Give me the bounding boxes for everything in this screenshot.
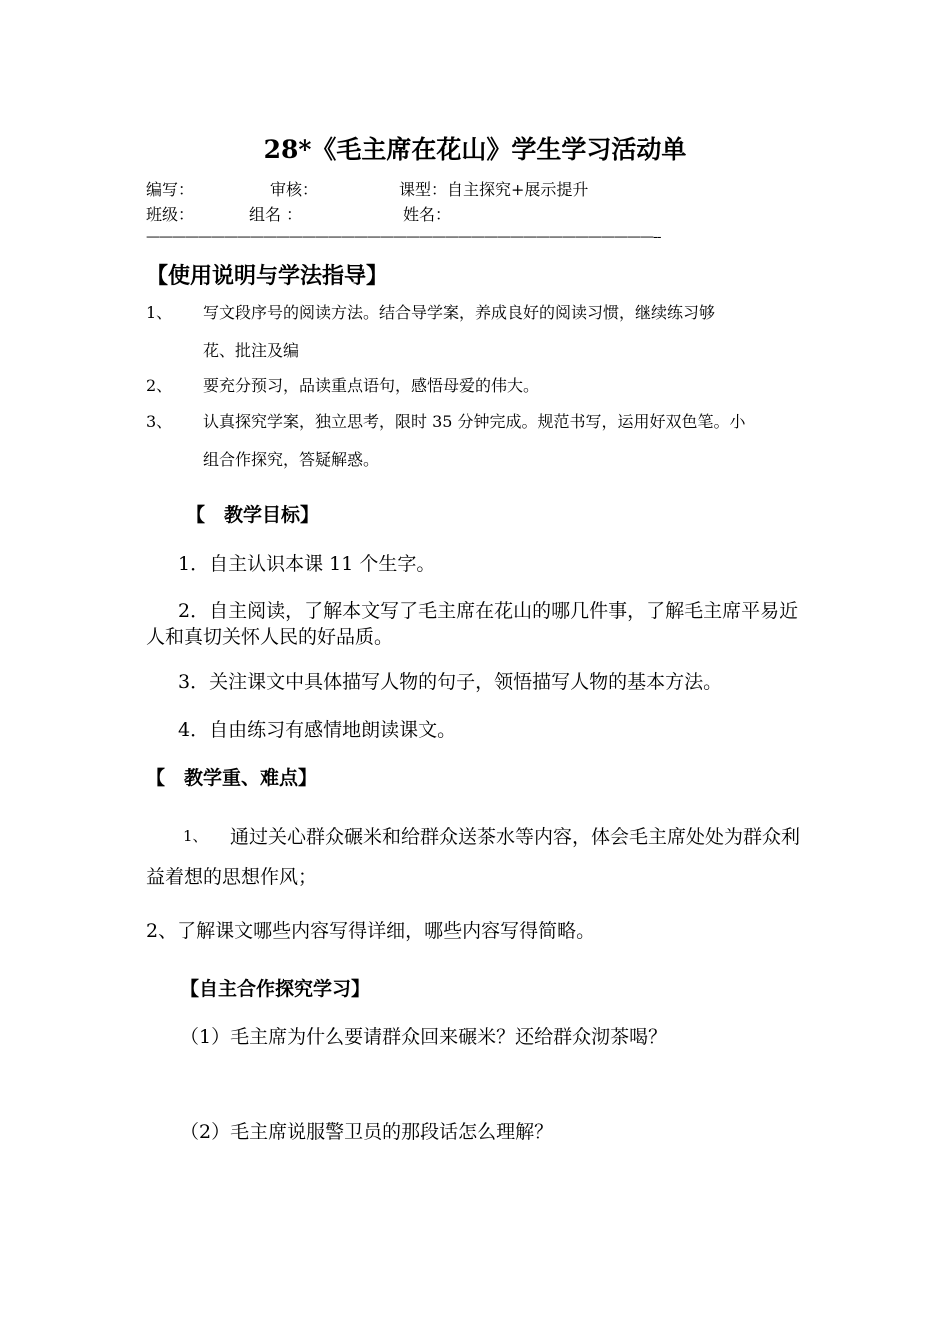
instruction-2-number: 2、 — [146, 376, 173, 395]
goal-2: 2．自主阅读，了解本文写了毛主席在花山的哪几件事，了解毛主席平易近人和真切关怀人民的好品质。 — [146, 600, 799, 648]
instruction-1-line2: 花、批注及编 — [203, 341, 300, 360]
lesson-type-label: 课型：自主探究+展示提升 — [399, 180, 589, 199]
instructions-heading: 【使用说明与学法指导】 — [146, 263, 389, 289]
goals-heading: 【 教学目标】 — [186, 504, 320, 526]
question-2: （2）毛主席说服警卫员的那段话怎么理解？ — [180, 1121, 554, 1143]
keypoints-heading: 【 教学重、难点】 — [146, 767, 318, 789]
goal-3: 3．关注课文中具体描写人物的句子，领悟描写人物的基本方法。 — [178, 671, 723, 693]
explore-heading: 【自主合作探究学习】 — [180, 978, 371, 1000]
keypoint-1-text: 通过关心群众碾米和给群众送茶水等内容，体会毛主席处处为群众利益着想的思想作风； — [146, 826, 801, 888]
keypoint-2: 2、了解课文哪些内容写得详细，哪些内容写得简略。 — [146, 920, 596, 942]
instruction-3-number: 3、 — [146, 412, 173, 431]
instruction-1-line1: 写文段序号的阅读方法。结合导学案，养成良好的阅读习惯，继续练习够 — [203, 303, 716, 322]
reviewer-label: 审核： — [270, 180, 319, 199]
author-label: 编写： — [146, 180, 195, 199]
goal-4: 4．自由练习有感情地朗读课文。 — [178, 719, 457, 741]
instruction-2-line1: 要充分预习，品读重点语句，感悟母爱的伟大。 — [203, 376, 540, 395]
divider-line: ———————————————————————————————————————-- — [146, 229, 661, 245]
name-label: 姓名： — [403, 205, 452, 224]
group-label: 组名 ： — [249, 205, 303, 224]
question-1: （1）毛主席为什么要请群众回来碾米？还给群众沏茶喝？ — [180, 1026, 668, 1048]
instruction-1-number: 1、 — [146, 303, 173, 322]
keypoint-1-number: 1、 — [183, 827, 208, 845]
class-label: 班级： — [146, 205, 195, 224]
instruction-3-line2: 组合作探究，答疑解惑。 — [203, 450, 380, 469]
instruction-3-line1: 认真探究学案，独立思考，限时 35 分钟完成。规范书写，运用好双色笔。小 — [203, 412, 746, 431]
goal-1: 1．自主认识本课 11 个生字。 — [178, 553, 436, 575]
document-title: 28*《毛主席在花山》学生学习活动单 — [263, 135, 687, 164]
